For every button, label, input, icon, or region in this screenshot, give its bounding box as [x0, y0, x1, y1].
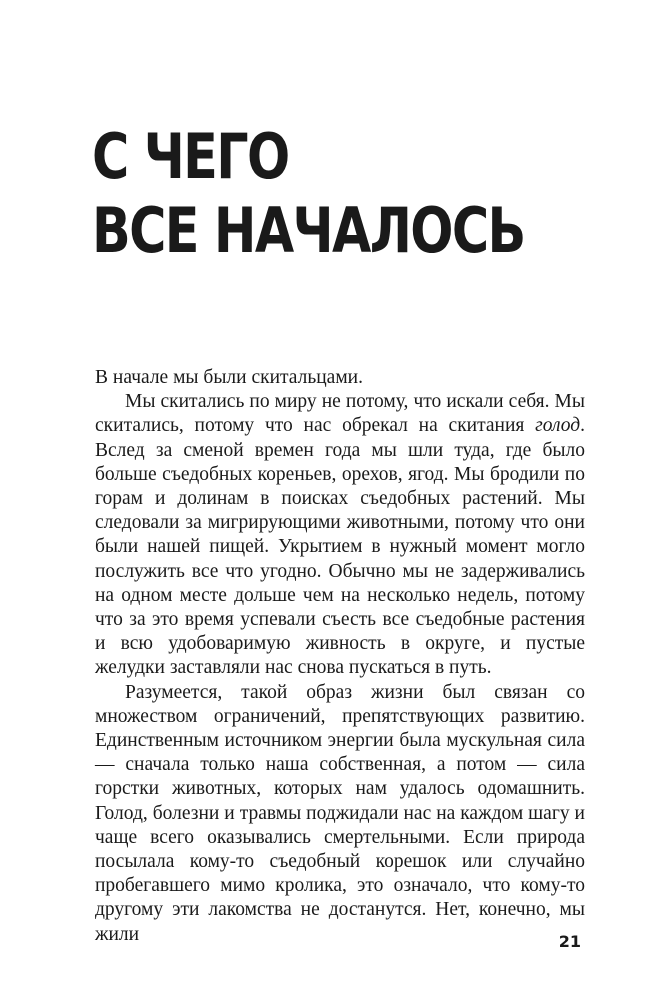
paragraph-1 [95, 366, 585, 390]
paragraph-2-text-end: . Вслед за сменой времен года мы шли туда, где было больше съедобных кореньев, орехов, ягод. Мы бродили по горам и долинам в поисках съедобных растений. Мы следовали за мигрирующими животными, потому что они были нашей пищей. Укрытием в нужный момент могло послужить все что угодно. Обычно мы не задерживались на одном месте дольше чем на несколько недель, потому что за это время успевали съесть все съедобные растения и всю удобоваримую живность в округе, и пустые желудки заставляли нас снова пускаться в путь. [95, 415, 585, 679]
page-number: 21 [558, 932, 581, 951]
chapter-title [92, 120, 525, 268]
body-text [95, 366, 585, 947]
paragraph-1-text: В начале мы были скитальцами. [95, 367, 363, 388]
chapter-title-line-1: С ЧЕГО [92, 120, 289, 193]
paragraph-3 [95, 681, 585, 947]
paragraph-2-text-start: Мы скитались по миру не потому, что искали себя. Мы скитались, потому что нас обрекал на скитания [95, 391, 585, 437]
paragraph-2 [95, 390, 585, 680]
paragraph-3-text: Разумеется, такой образ жизни был связан со множеством ограничений, препятствующих развитию. Единственным источником энергии была мускульная сила — сначала только наша собственная, а потом — сила горстки животных, которых нам удалось одомашнить. Голод, болезни и травмы поджидали нас на каждом шагу и чаще всего оказывались смертельными. Если природа посылала кому-то съедобный корешок или случайно пробегавшего мимо кролика, это означало, что кому-то другому эти лакомства не достанутся. Нет, конечно, мы жили [95, 681, 585, 945]
chapter-title-line-2: ВСЕ НАЧАЛОСЬ [92, 194, 525, 267]
paragraph-2-emphasis: голод [535, 415, 581, 437]
